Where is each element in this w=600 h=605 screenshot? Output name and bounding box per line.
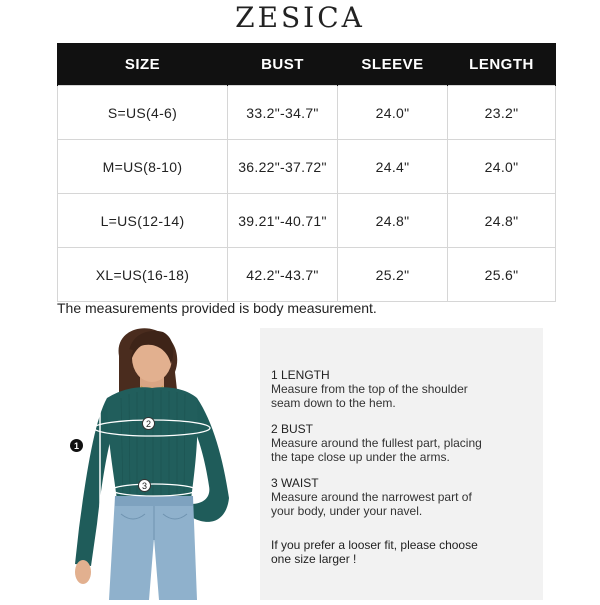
sleeve-cell: 24.0" [338, 86, 448, 140]
guide-bust-text: the tape close up under the arms. [271, 450, 450, 464]
guide-waist-text: your body, under your navel. [271, 504, 423, 518]
guide-length-text: seam down to the hem. [271, 396, 396, 410]
brand-logo: ZESICA [235, 0, 365, 34]
guide-length-text: Measure from the top of the shoulder [271, 382, 468, 396]
bust-cell: 42.2"-43.7" [228, 248, 338, 302]
size-chart-table [57, 43, 556, 302]
size-cell: S=US(4-6) [58, 86, 228, 140]
guide-waist-title: 3 WAIST [271, 476, 319, 490]
measurement-note: The measurements provided is body measurement. [57, 300, 377, 316]
sleeve-cell: 24.8" [338, 194, 448, 248]
model-figure [57, 328, 257, 600]
header-bust: BUST [228, 43, 338, 86]
marker-length: 1 [70, 439, 83, 452]
sleeve-cell: 24.4" [338, 140, 448, 194]
length-cell: 24.8" [448, 194, 556, 248]
bust-cell: 36.22"-37.72" [228, 140, 338, 194]
fit-tip: If you prefer a looser fit, please choose [271, 538, 478, 552]
table-row [58, 140, 556, 194]
length-cell: 24.0" [448, 140, 556, 194]
size-cell: M=US(8-10) [58, 140, 228, 194]
header-size: SIZE [58, 43, 228, 86]
guide-bust-text: Measure around the fullest part, placing [271, 436, 482, 450]
model-measurement-illustration [57, 328, 257, 600]
size-cell: L=US(12-14) [58, 194, 228, 248]
guide-bust-title: 2 BUST [271, 422, 314, 436]
header-length: LENGTH [448, 43, 556, 86]
table-row [58, 248, 556, 302]
marker-bust: 2 [142, 417, 155, 430]
guide-length-title: 1 LENGTH [271, 368, 330, 382]
fit-tip: one size larger ! [271, 552, 357, 566]
marker-waist: 3 [138, 479, 151, 492]
measuring-guide-panel [260, 328, 543, 600]
length-cell: 25.6" [448, 248, 556, 302]
size-cell: XL=US(16-18) [58, 248, 228, 302]
bust-cell: 39.21"-40.71" [228, 194, 338, 248]
length-cell: 23.2" [448, 86, 556, 140]
guide-waist-text: Measure around the narrowest part of [271, 490, 472, 504]
table-row [58, 194, 556, 248]
sleeve-cell: 25.2" [338, 248, 448, 302]
table-row [58, 86, 556, 140]
bust-cell: 33.2"-34.7" [228, 86, 338, 140]
table-header-row [58, 43, 556, 86]
header-sleeve: SLEEVE [338, 43, 448, 86]
